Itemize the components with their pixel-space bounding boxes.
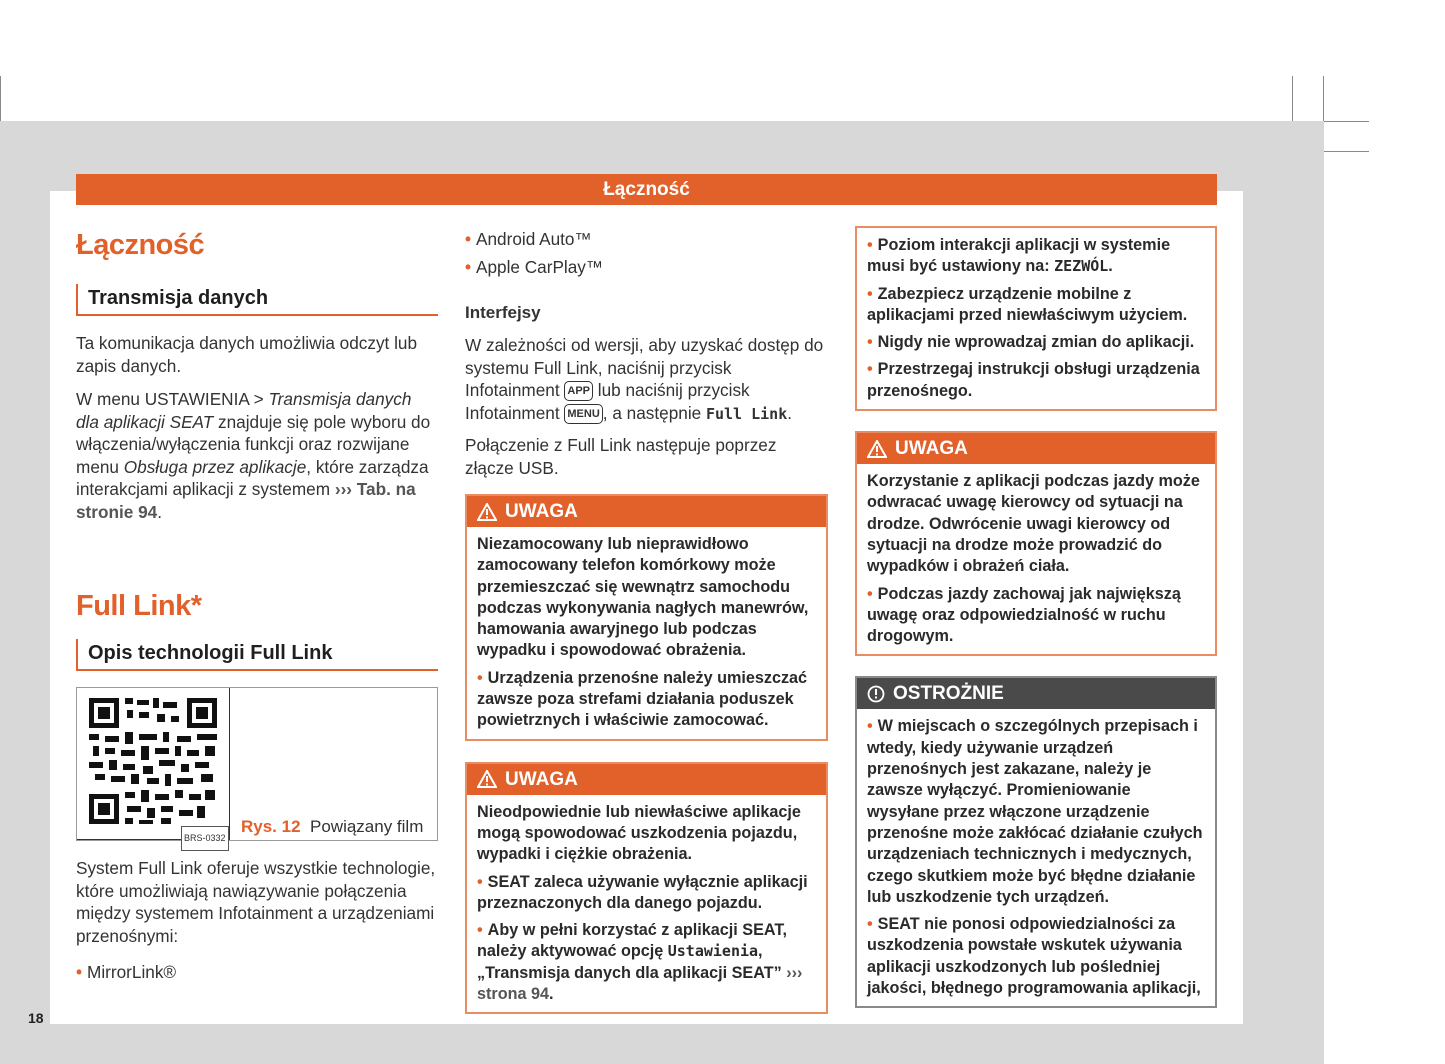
- caution-body: • W miejscach o szczególnych przepisach i wtedy, kiedy używanie urządzeń przenośnych jest zakazane, należy je zawsze wyłączyć. Promieniowanie wysyłane przez włączone urządzenie przenośne może zakłócać działanie czułych urządzeniach technicznych i medycznych, czego skutkiem może być błędne działanie lub uszkodzenie tych urządzeń. • SEAT nie ponosi odpowiedzialności za uszkodzenia powstałe wskutek używania aplikacji uszkodzonych lub pośledniej jakości, błędnego programowania aplikacji,: [867, 717, 1203, 998]
- list-item: • Android Auto™: [465, 229, 592, 249]
- warning-triangle-icon: [867, 440, 887, 458]
- caution-box: [855, 676, 1217, 1008]
- warning-box: [465, 494, 828, 741]
- figure-caption: Rys. 12 Powiązany film: [241, 817, 424, 836]
- crop-mark: [1292, 76, 1293, 121]
- warning-triangle-icon: [477, 770, 497, 788]
- qr-code[interactable]: [77, 688, 230, 843]
- figure: [76, 687, 438, 841]
- warning-continuation-box: • Poziom interakcji aplikacji w systemie musi być ustawiony na: ZEZWÓL. • Zabezpiecz urządzenie mobilne z aplikacjami przed niewłaściwym użyciem. • Nigdy nie wprowadzaj zmian do aplikacji. • Przestrzegaj instrukcji obsługi urządzenia przenośnego.: [855, 226, 1217, 411]
- paragraph: W menu USTAWIENIA > Transmisja danych dla aplikacji SEAT znajduje się pole wyboru do włączenia/wyłączenia funkcji oraz rozwijane menu Obsługa przez aplikacje, które zarządza interakcjami aplikacji z systemem ››› Tab. na stronie 94.: [76, 389, 431, 522]
- section-title: Full Link*: [76, 590, 202, 622]
- subheading: Interfejsy: [465, 303, 541, 322]
- menu-key-icon: MENU: [564, 404, 602, 424]
- crop-mark: [1324, 151, 1369, 152]
- figure-code: BRS-0332: [181, 826, 229, 851]
- warning-header: UWAGA: [467, 496, 826, 527]
- list-item: • MirrorLink®: [76, 962, 177, 982]
- caution-header: OSTROŻNIE: [857, 678, 1215, 709]
- subsection-heading: Opis technologii Full Link: [76, 639, 438, 671]
- paragraph: W zależności od wersji, aby uzyskać dostęp do systemu Full Link, naciśnij przycisk Infotainment APP lub naciśnij przycisk Infotainment MENU , a następnie Full Link.: [465, 335, 824, 423]
- crop-mark: [0, 76, 1, 121]
- column-3: [855, 226, 1217, 1008]
- subsection-heading: Transmisja danych: [76, 284, 438, 316]
- warning-header: UWAGA: [467, 764, 826, 795]
- chapter-header: Łączność: [76, 174, 1217, 205]
- warning-box: [855, 431, 1217, 656]
- warning-box: [465, 762, 828, 1015]
- paragraph: Połączenie z Full Link następuje poprzez złącze USB.: [465, 435, 777, 478]
- paragraph: System Full Link oferuje wszystkie technologie, które umożliwiają nawiązywanie połączenia między systemem Infotainment a urządzeniami przenośnymi:: [76, 858, 436, 946]
- list-item: • Apple CarPlay™: [465, 257, 604, 277]
- page-number: 18: [28, 1010, 44, 1026]
- cross-reference-link[interactable]: ››› Tab. na stronie 94: [76, 479, 416, 522]
- app-key-icon: APP: [564, 381, 593, 401]
- warning-body: Niezamocowany lub nieprawidłowo zamocowany telefon komórkowy może przemieszczać się wewnątrz samochodu podczas wykonywania nagłych manewrów, hamowania awaryjnego lub podczas wypadku i spowodować obrażenia. • Urządzenia przenośne należy umieszczać zawsze poza strefami działania poduszek powietrznych i właściwie zamocować.: [477, 535, 809, 730]
- warning-body: Korzystanie z aplikacji podczas jazdy może odwracać uwagę kierowcy od sytuacji na drodze. Odwrócenie uwagi kierowcy od sytuacji na drodze może prowadzić do wypadków i obrażeń ciała. • Podczas jazdy zachowaj jak największą uwagę oraz odpowiedzialność w ruchu drogowym.: [867, 472, 1200, 646]
- info-circle-icon: [867, 685, 885, 703]
- crop-mark: [1324, 121, 1369, 122]
- cross-reference-link[interactable]: ››› strona 94: [477, 963, 803, 1004]
- paragraph: Ta komunikacja danych umożliwia odczyt lub zapis danych.: [76, 333, 418, 376]
- warning-body: Nieodpowiednie lub niewłaściwe aplikacje mogą spowodować uszkodzenia pojazdu, wypadki i ciężkie obrażenia. • SEAT zaleca używanie wyłącznie aplikacji przeznaczonych dla danego pojazdu. • Aby w pełni korzystać z aplikacji SEAT, należy aktywować opcję Ustawienia, „Transmisja danych dla aplikacji SEAT” ››› strona 94.: [477, 802, 808, 1004]
- column-2: [465, 226, 828, 1014]
- section-title: Łączność: [76, 229, 205, 261]
- column-1: [76, 226, 438, 984]
- warning-header: UWAGA: [857, 433, 1215, 464]
- warning-triangle-icon: [477, 503, 497, 521]
